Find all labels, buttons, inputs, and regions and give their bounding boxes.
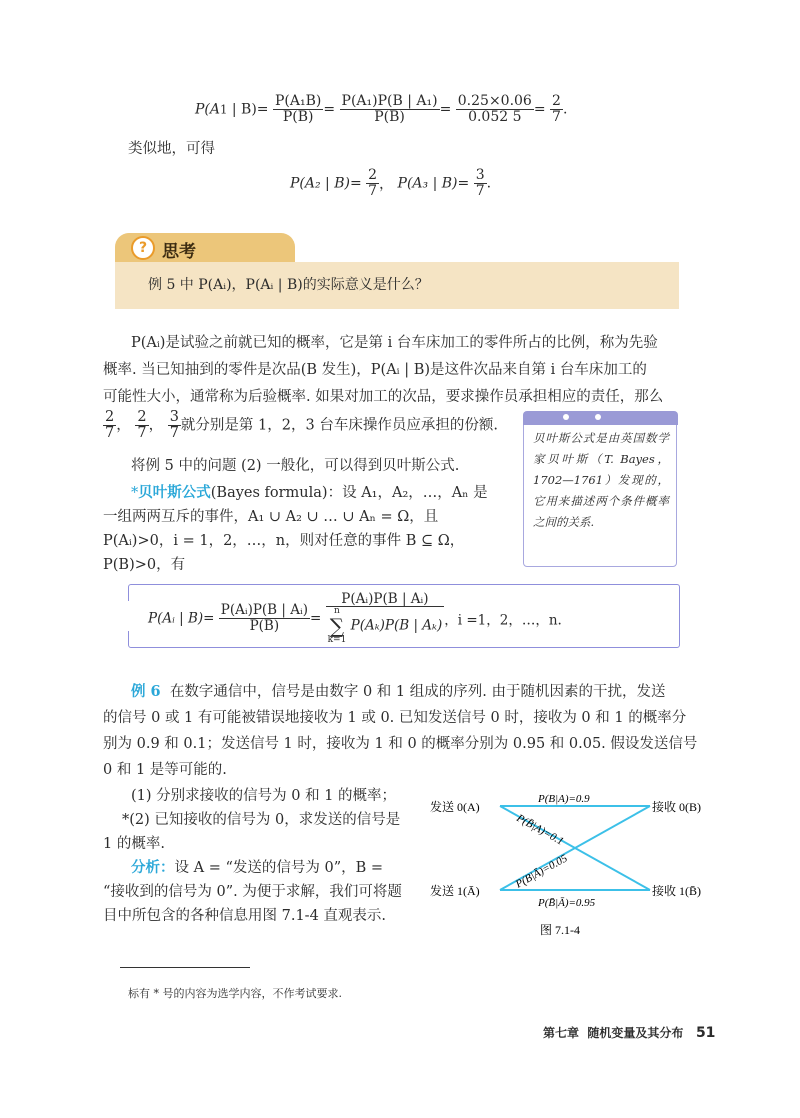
node-recv0: 接收 0(B) (652, 800, 701, 814)
fraction: $\frac{2}{7}$ (368, 167, 378, 199)
body-line: 别为 0.9 和 0.1；发送信号 1 时，接收为 1 和 0 的概率分别为 0.95 和 0.05. 假设发送信号 (103, 736, 698, 752)
side-note-header (523, 411, 678, 425)
analysis-label: 分析： (131, 859, 175, 876)
body-line: 目中所包含的各种信息用图 7.1-4 直观表示. (103, 908, 387, 924)
question-2: *(2) 已知接收的信号为 0，求发送的信号是 (122, 812, 401, 828)
fraction: $\frac{\text{P(A₁)P(B | A₁)}}{P(B)}$ (341, 93, 438, 125)
bayes-term: 贝叶斯公式 (138, 484, 211, 501)
question-1: (1) 分别求接收的信号为 0 和 1 的概率； (131, 788, 397, 804)
body-line: 0 和 1 是等可能的. (103, 762, 227, 778)
fraction: P(Aᵢ)P(B | Aᵢ) n ∑ k=1 P(Aₖ)P(B | Aₖ) (327, 591, 443, 645)
footnote: 标有 * 号的内容为选学内容，不作考试要求. (128, 987, 342, 1000)
fraction: $\frac{3}{7}$ (475, 167, 485, 199)
body-line: “接收到的信号为 0”. 为便于求解，我们可将题 (103, 884, 402, 900)
body-line: P(Aᵢ)是试验之前就已知的概率，它是第 i 台车床加工的零件所占的比例，称为先验 (131, 335, 658, 351)
analysis-line: 分析：设 A = “发送的信号为 0”，B = (131, 859, 384, 876)
bayes-formula: P(Aᵢ | B)= $\frac{\text{P(Aᵢ)P(B | Aᵢ)}}{P(B)}$ = P(Aᵢ)P(B | Aᵢ) n ∑ k=1 P(Aₖ)P(B | Aₖ) ，i =1，2，…，n. (148, 591, 562, 645)
question-2-cont: 1 的概率. (103, 836, 165, 852)
formula-a2-a3: P(A₂ | B)= $\frac{2}{7}$ ， P(A₃ | B)= $\frac{3}{7}$ . (290, 167, 492, 199)
node-send1: 发送 1(Ā) (430, 884, 480, 898)
body-line: 概率. 当已知抽到的零件是次品(B 发生)，P(Aᵢ | B)是这件次品来自第 i 台车床加工的 (103, 362, 647, 378)
side-note-text: 贝叶斯公式是由英国数学家贝叶斯（T. Bayes，1702—1761）发现的，它用来描述两个条件概率之间的关系. (533, 431, 669, 529)
body-line: 将例 5 中的问题 (2) 一般化，可以得到贝叶斯公式. (131, 458, 460, 474)
example6-line: 例 6 在数字通信中，信号是由数字 0 和 1 组成的序列. 由于随机因素的干扰，发送 (131, 683, 666, 700)
example6-label: 例 6 (131, 683, 161, 700)
fraction: $\frac{\text{P(A₁B)}}{P(B)}$ (274, 93, 322, 125)
formula-lhs-sub: 1 (220, 102, 228, 117)
channel-diagram (430, 790, 701, 950)
bayes-definition-line: *贝叶斯公式(Bayes formula)：设 A₁，A₂，…，Aₙ 是 (131, 484, 488, 501)
summation: n ∑ k=1 (327, 606, 347, 645)
fraction: $\frac{\text{P(Aᵢ)P(B | Aᵢ)}}{P(B)}$ (220, 602, 308, 634)
formula-lhs-end: | B)= (227, 101, 269, 118)
label-p-bottom: P(B̄|Ā)=0.95 (538, 897, 596, 909)
fraction: $\frac{2}{7}$ (552, 93, 561, 125)
similar-text: 类似地，可得 (128, 141, 215, 157)
chapter-title: 随机变量及其分布 (587, 1026, 684, 1040)
body-line: P(B)>0，有 (103, 557, 186, 573)
body-line: 可能性大小，通常称为后验概率. 如果对加工的次品，要求操作员承担相应的责任，那么 (103, 389, 664, 405)
fraction: $\frac{0.25\times 0.06}{0.052 5}$ (457, 93, 532, 125)
formula-p-a1-given-b: P(A1 | B)= $\frac{\text{P(A₁B)}}{P(B)}$ = $\frac{\text{P(A₁)P(B | A₁)}}{P(B)}$ = $\frac{0.25\times 0.06}{0.052 5}$ = $\frac{2}{7}$ . (195, 93, 568, 125)
body-line: P(Aᵢ)>0，i = 1，2，…，n，则对任意的事件 B ⊆ Ω， (103, 533, 465, 549)
page-footer (543, 1024, 715, 1041)
figure-caption: 图 7.1-4 (540, 923, 580, 937)
body-line-fractions: $\frac{2}{7}$ ， $\frac{2}{7}$ ， $\frac{3}{7}$ 就分别是第 1，2，3 台车床操作员应承担的份额. (105, 409, 498, 441)
think-title: 思考 (162, 242, 196, 262)
body-line: 一组两两互斥的事件，A₁ ∪ A₂ ∪ … ∪ Aₙ = Ω，且 (103, 509, 439, 525)
node-recv1: 接收 1(B̄) (652, 884, 701, 898)
footnote-divider (120, 967, 250, 968)
label-p-cross2: P(B|Ā)=0.05 (513, 852, 570, 891)
think-question: 例 5 中 P(Aᵢ)，P(Aᵢ | B)的实际意义是什么？ (148, 277, 429, 293)
page-number: 51 (695, 1025, 716, 1041)
label-p-cross1: P(B̄|A)=0.1 (514, 812, 566, 848)
label-p-top: P(B|A)=0.9 (538, 793, 590, 805)
formula-lhs: P(A (195, 101, 220, 118)
node-send0: 发送 0(A) (430, 800, 480, 814)
question-icon: ? (131, 236, 155, 260)
body-line: 的信号 0 或 1 有可能被错误地接收为 1 或 0. 已知发送信号 0 时，接收为 0 和 1 的概率分 (103, 710, 687, 726)
chapter-label: 第七章 (543, 1026, 580, 1040)
